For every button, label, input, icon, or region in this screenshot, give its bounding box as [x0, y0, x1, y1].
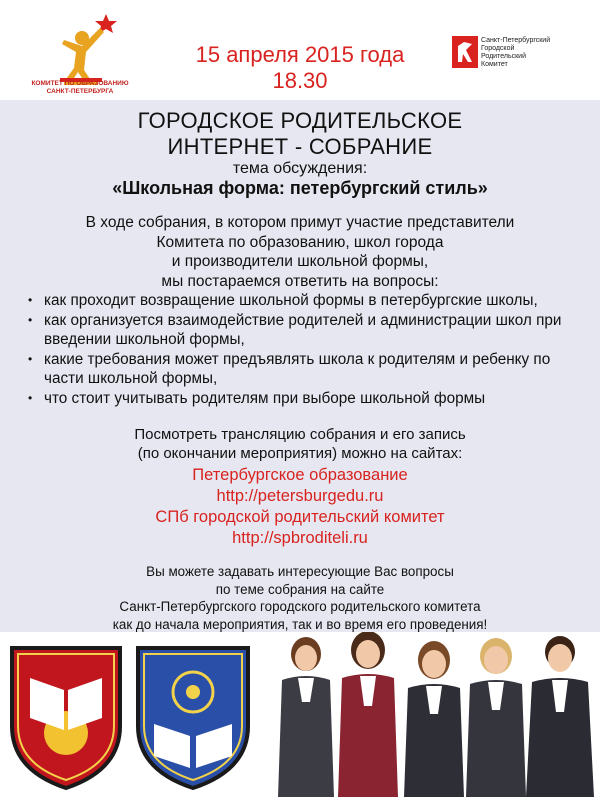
questions-note [0, 563, 600, 633]
watch-line: (по окончании мероприятия) можно на сайтах: [137, 444, 463, 462]
intro-line: В ходе собрания, в котором примут участие представители [85, 214, 515, 231]
note-line: Вы можете задавать интересующие Вас вопросы [146, 564, 454, 579]
right-logo-line: Санкт-Петербургский [481, 37, 551, 44]
right-logo-line: Комитет [481, 61, 508, 68]
question-list [28, 291, 598, 408]
intro-line: мы постараемся ответить на вопросы: [161, 272, 439, 290]
note-line: Санкт-Петербургского городского родительского комитета [119, 599, 481, 614]
site-url-link[interactable]: http://petersburgedu.ru [216, 487, 384, 505]
children-in-school-uniform [268, 632, 600, 797]
book-atom-badge-icon [132, 638, 254, 793]
theme-label: тема обсуждения: [232, 160, 368, 177]
list-item: • как проходит возвращение школьной формы в петербургские школы, [28, 291, 598, 311]
photo-strip [0, 632, 600, 797]
page-title [0, 108, 600, 160]
note-line: по теме собрания на сайте [215, 581, 385, 597]
spb-lion-emblem-icon [452, 36, 478, 68]
title-line-2: ИНТЕРНЕТ - СОБРАНИЕ [167, 134, 433, 159]
left-logo-caption-text: КОМИТЕТ ПО ОБРАЗОВАНИЮ САНКТ-ПЕТЕРБУРГА [31, 80, 129, 95]
intro-line: и производители школьной формы, [171, 253, 429, 270]
header [0, 0, 600, 112]
watch-info [0, 426, 600, 463]
site-url-link[interactable]: http://spbroditeli.ru [232, 529, 368, 547]
right-logo-line: Родительский [481, 53, 526, 60]
list-item: • что стоит учитывать родителям при выборе школьной формы [28, 389, 598, 409]
right-logo-text [481, 37, 591, 69]
intro-paragraph [0, 213, 600, 291]
note-line: как до начала мероприятия, так и во время его проведения! [112, 616, 488, 632]
watch-line: Посмотреть трансляцию собрания и его запись [134, 426, 466, 443]
title-line-1: ГОРОДСКОЕ РОДИТЕЛЬСКОЕ [137, 108, 463, 133]
list-item: • как организуется взаимодействие родителей и администрации школ при введении школьной формы, [28, 311, 579, 350]
right-logo-line: Городской [481, 45, 515, 52]
intro-line: Комитета по образованию, школ города [156, 233, 444, 251]
event-date: 15 апреля 2015 года [195, 42, 405, 67]
site-links [0, 465, 600, 549]
site-name-link[interactable]: Петербургское образование [192, 466, 408, 484]
event-time: 18.30 [272, 68, 328, 93]
list-item: • какие требования может предъявлять школа к родителям и ребенку по части школьной формы, [28, 350, 589, 389]
site-name-link[interactable]: СПб городской родительский комитет [155, 508, 445, 526]
book-sun-badge-icon [6, 638, 126, 793]
theme-title: «Школьная форма: петербургский стиль» [112, 178, 488, 198]
